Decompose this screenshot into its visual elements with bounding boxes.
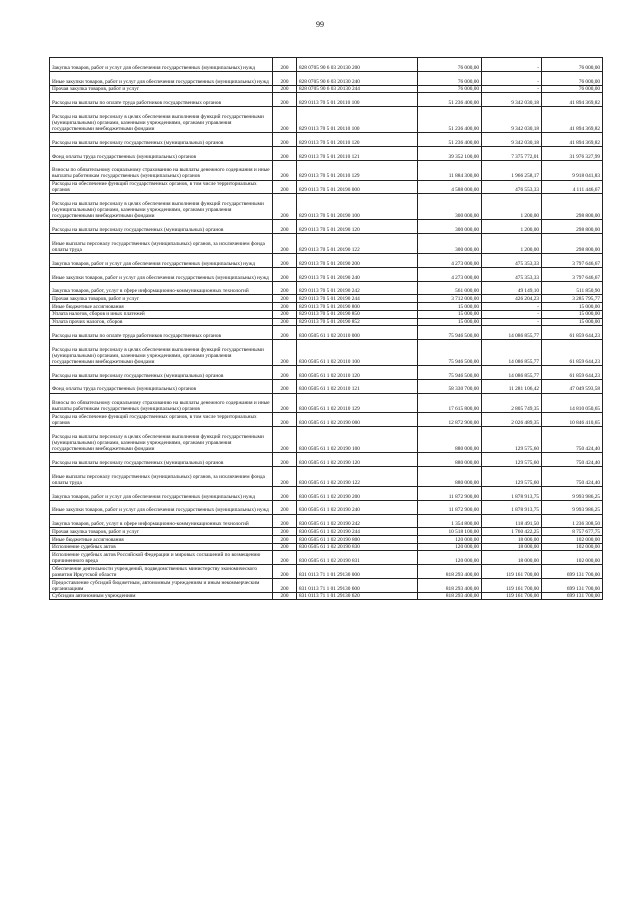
table-row (50, 254, 603, 268)
row-name-cell: Предоставление субсидий бюджетным, автономным учреждениям и иным некоммерческим организациям (50, 579, 273, 593)
row-remainder-cell: 102 000,00 (542, 536, 603, 544)
row-classification-code-cell: 829 0113 70 5 01 20190 122 (297, 234, 418, 254)
row-executed-amount-cell: 475 353,33 (482, 267, 542, 281)
row-classification-code-cell: 829 0113 70 5 01 20190 244 (297, 295, 418, 303)
row-name-cell: Закупка товаров, работ и услуг для обеспечения государственных (муниципальных) нужд (50, 58, 273, 72)
row-classification-code-cell: 829 0113 70 5 01 20110 100 (297, 93, 418, 107)
row-executed-amount-cell: 476 553,33 (482, 180, 542, 194)
row-executed-amount-cell: 119 161 700,00 (482, 565, 542, 579)
row-name-cell: Иные выплаты персоналу государственных (муниципальных) органов, за исключением фонда оплаты труда (50, 467, 273, 487)
table-row (50, 579, 603, 593)
row-executed-amount-cell: 14 086 855,77 (482, 365, 542, 379)
row-approved-amount-cell: 10 518 100,00 (418, 528, 482, 536)
table-row (50, 486, 603, 500)
row-name-cell: Закупка товаров, работ и услуг для обеспечения государственных (муниципальных) нужд (50, 486, 273, 500)
row-approved-amount-cell: 75 946 500,00 (418, 365, 482, 379)
table-row (50, 339, 603, 365)
row-executed-amount-cell: 1 200,00 (482, 220, 542, 234)
row-code-cell: 200 (273, 180, 297, 194)
table-row (50, 180, 603, 194)
row-name-cell: Расходы на выплаты персоналу в целях обеспечения выполнения функций государственными (муниципальными) органами, казенными учреждениями, органами управления государственными внебюджетными фондами (50, 339, 273, 365)
row-name-cell: Расходы на обеспечение функций государственных органов, в том числе территориальных органов (50, 413, 273, 427)
row-approved-amount-cell: 51 236 400,00 (418, 107, 482, 133)
row-code-cell: 200 (273, 379, 297, 393)
row-executed-amount-cell: 2 026 489,35 (482, 413, 542, 427)
table-row (50, 514, 603, 528)
row-code-cell: 200 (273, 295, 297, 303)
row-code-cell: 200 (273, 536, 297, 544)
table-row (50, 379, 603, 393)
row-classification-code-cell: 830 0505 61 1 02 20190 100 (297, 427, 418, 453)
row-name-cell: Расходы на выплаты персоналу в целях обеспечения выполнения функций государственными (муниципальными) органами, казенными учреждениями, органами управления государственными внебюджетными фондами (50, 427, 273, 453)
row-executed-amount-cell: 14 086 855,77 (482, 339, 542, 365)
row-remainder-cell: 102 000,00 (542, 543, 603, 551)
row-executed-amount-cell: - (482, 318, 542, 326)
row-classification-code-cell: 830 0505 61 1 02 20190 830 (297, 543, 418, 551)
row-name-cell: Исполнение судебных актов Российской Федерации и мировых соглашений по возмещению причиненного вреда (50, 551, 273, 565)
page-number: 99 (316, 20, 324, 29)
row-name-cell: Иные закупки товаров, работ и услуг для обеспечения государственных (муниципальных) нужд (50, 500, 273, 514)
table-row (50, 303, 603, 311)
row-code-cell: 200 (273, 71, 297, 85)
row-approved-amount-cell: 11 884 300,00 (418, 160, 482, 180)
row-classification-code-cell: 830 0505 61 1 02 20190 831 (297, 551, 418, 565)
row-classification-code-cell: 828 0705 90 6 03 20130 240 (297, 71, 418, 85)
table-row (50, 146, 603, 160)
row-code-cell: 200 (273, 427, 297, 453)
row-code-cell: 200 (273, 318, 297, 326)
row-executed-amount-cell: 18 000,00 (482, 536, 542, 544)
row-approved-amount-cell: 11 872 900,00 (418, 500, 482, 514)
row-approved-amount-cell: 75 946 500,00 (418, 326, 482, 340)
table-row (50, 326, 603, 340)
row-code-cell: 200 (273, 234, 297, 254)
row-executed-amount-cell: 11 281 106,42 (482, 379, 542, 393)
row-name-cell: Расходы на выплаты персоналу в целях обеспечения выполнения функций государственными (муниципальными) органами, казенными учреждениями, органами управления государственными внебюджетными фондами (50, 194, 273, 220)
row-remainder-cell: 750 424,40 (542, 467, 603, 487)
table-row (50, 85, 603, 93)
row-approved-amount-cell: 4 273 000,00 (418, 254, 482, 268)
row-remainder-cell: 41 894 369,82 (542, 107, 603, 133)
table-row (50, 427, 603, 453)
row-executed-amount-cell: - (482, 71, 542, 85)
row-name-cell: Расходы на выплаты персоналу государственных (муниципальных) органов (50, 453, 273, 467)
row-classification-code-cell: 829 0113 70 5 01 20190 200 (297, 254, 418, 268)
row-classification-code-cell: 830 0505 61 1 02 20190 240 (297, 500, 418, 514)
table-body (50, 58, 603, 600)
row-name-cell: Прочая закупка товаров, работ и услуг (50, 528, 273, 536)
row-approved-amount-cell: 15 000,00 (418, 310, 482, 318)
row-approved-amount-cell: 76 000,00 (418, 85, 482, 93)
row-name-cell: Фонд оплаты труда государственных (муниципальных) органов (50, 379, 273, 393)
row-remainder-cell: 15 000,00 (542, 318, 603, 326)
row-executed-amount-cell: 9 342 030,18 (482, 107, 542, 133)
budget-execution-table (49, 57, 603, 600)
row-remainder-cell: 3 797 646,67 (542, 254, 603, 268)
row-name-cell: Закупка товаров, работ, услуг в сфере информационно-коммуникационных технологий (50, 281, 273, 295)
row-remainder-cell: 1 236 308,50 (542, 514, 603, 528)
row-approved-amount-cell: 51 236 400,00 (418, 133, 482, 147)
row-classification-code-cell: 830 0505 61 1 02 20190 122 (297, 467, 418, 487)
row-executed-amount-cell: 14 086 855,77 (482, 326, 542, 340)
row-approved-amount-cell: 818 293 400,00 (418, 592, 482, 600)
row-remainder-cell: 10 846 410,65 (542, 413, 603, 427)
row-classification-code-cell: 830 0505 61 1 02 20190 244 (297, 528, 418, 536)
row-remainder-cell: 4 111 446,67 (542, 180, 603, 194)
row-code-cell: 200 (273, 281, 297, 295)
row-approved-amount-cell: 120 000,00 (418, 551, 482, 565)
table-row (50, 413, 603, 427)
row-executed-amount-cell: 1 966 258,17 (482, 160, 542, 180)
row-remainder-cell: 76 000,00 (542, 58, 603, 72)
table-row (50, 365, 603, 379)
row-classification-code-cell: 828 0705 90 6 03 20130 200 (297, 58, 418, 72)
row-code-cell: 200 (273, 393, 297, 413)
row-approved-amount-cell: 3 712 000,00 (418, 295, 482, 303)
row-name-cell: Иные выплаты персоналу государственных (муниципальных) органов, за исключением фонда оплаты труда (50, 234, 273, 254)
table-row (50, 93, 603, 107)
row-remainder-cell: 61 859 644,23 (542, 326, 603, 340)
row-name-cell: Уплата налогов, сборов и иных платежей (50, 310, 273, 318)
row-approved-amount-cell: 880 000,00 (418, 467, 482, 487)
table-row (50, 295, 603, 303)
row-name-cell: Закупка товаров, работ и услуг для обеспечения государственных (муниципальных) нужд (50, 254, 273, 268)
row-code-cell: 200 (273, 146, 297, 160)
row-executed-amount-cell: 129 575,60 (482, 427, 542, 453)
row-remainder-cell: 699 131 700,00 (542, 565, 603, 579)
row-name-cell: Обеспечение деятельности учреждений, подведомственных министерству экономического развития Иркутской области (50, 565, 273, 579)
row-remainder-cell: 9 993 986,25 (542, 500, 603, 514)
row-classification-code-cell: 830 0505 61 1 02 20110 100 (297, 339, 418, 365)
row-classification-code-cell: 828 0705 90 6 03 20130 244 (297, 85, 418, 93)
row-code-cell: 200 (273, 543, 297, 551)
row-classification-code-cell: 829 0113 70 5 01 20190 000 (297, 180, 418, 194)
row-approved-amount-cell: 880 000,00 (418, 453, 482, 467)
row-remainder-cell: 750 424,40 (542, 453, 603, 467)
row-remainder-cell: 76 000,00 (542, 71, 603, 85)
row-executed-amount-cell: 1 878 913,75 (482, 486, 542, 500)
row-code-cell: 200 (273, 413, 297, 427)
row-remainder-cell: 41 894 369,82 (542, 133, 603, 147)
table-row (50, 310, 603, 318)
row-remainder-cell: 298 800,00 (542, 220, 603, 234)
row-approved-amount-cell: 75 946 500,00 (418, 339, 482, 365)
row-classification-code-cell: 829 0113 70 5 01 20190 242 (297, 281, 418, 295)
row-remainder-cell: 298 800,00 (542, 194, 603, 220)
row-classification-code-cell: 830 0505 61 1 02 20190 242 (297, 514, 418, 528)
row-name-cell: Прочая закупка товаров, работ и услуг (50, 85, 273, 93)
row-code-cell: 200 (273, 310, 297, 318)
row-approved-amount-cell: 818 293 400,00 (418, 565, 482, 579)
row-code-cell: 200 (273, 565, 297, 579)
row-name-cell: Расходы на обеспечение функций государственных органов, в том числе территориальных органов (50, 180, 273, 194)
row-remainder-cell: 3 285 795,77 (542, 295, 603, 303)
row-classification-code-cell: 829 0113 70 5 01 20190 850 (297, 310, 418, 318)
row-classification-code-cell: 829 0113 70 5 01 20110 121 (297, 146, 418, 160)
row-name-cell: Прочая закупка товаров, работ и услуг (50, 295, 273, 303)
row-code-cell: 200 (273, 453, 297, 467)
row-remainder-cell: 9 993 986,25 (542, 486, 603, 500)
row-name-cell: Иные бюджетные ассигнования (50, 536, 273, 544)
table-row (50, 267, 603, 281)
row-approved-amount-cell: 300 000,00 (418, 220, 482, 234)
row-name-cell: Иные бюджетные ассигнования (50, 303, 273, 311)
row-remainder-cell: 14 810 050,65 (542, 393, 603, 413)
row-classification-code-cell: 830 0505 61 1 02 20190 200 (297, 486, 418, 500)
row-name-cell: Фонд оплаты труда государственных (муниципальных) органов (50, 146, 273, 160)
table-row (50, 58, 603, 72)
row-approved-amount-cell: 561 000,00 (418, 281, 482, 295)
row-classification-code-cell: 831 0113 71 1 01 29130 600 (297, 579, 418, 593)
row-classification-code-cell: 831 0113 71 1 01 29130 620 (297, 592, 418, 600)
row-code-cell: 200 (273, 267, 297, 281)
row-classification-code-cell: 831 0113 71 1 01 29130 000 (297, 565, 418, 579)
row-remainder-cell: 61 859 644,23 (542, 365, 603, 379)
table-row (50, 592, 603, 600)
table-row (50, 393, 603, 413)
row-executed-amount-cell: 9 342 030,18 (482, 93, 542, 107)
row-approved-amount-cell: 880 000,00 (418, 427, 482, 453)
table-row (50, 528, 603, 536)
row-remainder-cell: 3 797 646,67 (542, 267, 603, 281)
row-code-cell: 200 (273, 93, 297, 107)
row-remainder-cell: 15 000,00 (542, 310, 603, 318)
row-name-cell: Расходы на выплаты персоналу в целях обеспечения выполнения функций государственными (муниципальными) органами, казенными учреждениями, органами управления государственными внебюджетными фондами (50, 107, 273, 133)
row-executed-amount-cell: 2 805 749,35 (482, 393, 542, 413)
table-row (50, 107, 603, 133)
row-executed-amount-cell: 119 161 700,00 (482, 579, 542, 593)
row-executed-amount-cell: 426 204,23 (482, 295, 542, 303)
row-name-cell: Расходы на выплаты по оплате труда работников государственных органов (50, 326, 273, 340)
row-name-cell: Уплата прочих налогов, сборов (50, 318, 273, 326)
row-remainder-cell: 298 800,00 (542, 234, 603, 254)
row-approved-amount-cell: 4 588 000,00 (418, 180, 482, 194)
row-executed-amount-cell: 1 200,00 (482, 194, 542, 220)
row-remainder-cell: 9 918 041,83 (542, 160, 603, 180)
row-executed-amount-cell: 49 149,10 (482, 281, 542, 295)
row-executed-amount-cell: - (482, 85, 542, 93)
row-code-cell: 200 (273, 592, 297, 600)
row-name-cell: Взносы по обязательному социальному страхованию на выплаты денежного содержания и иные выплаты работникам государственных (муниципальных) органов (50, 393, 273, 413)
row-executed-amount-cell: 18 000,00 (482, 551, 542, 565)
row-code-cell: 200 (273, 514, 297, 528)
table-row (50, 234, 603, 254)
table-row (50, 543, 603, 551)
row-remainder-cell: 511 850,90 (542, 281, 603, 295)
row-executed-amount-cell: 1 760 422,25 (482, 528, 542, 536)
row-remainder-cell: 41 894 369,82 (542, 93, 603, 107)
row-name-cell: Расходы на выплаты персоналу государственных (муниципальных) органов (50, 220, 273, 234)
row-approved-amount-cell: 17 615 800,00 (418, 393, 482, 413)
row-code-cell: 200 (273, 579, 297, 593)
row-code-cell: 200 (273, 58, 297, 72)
row-classification-code-cell: 829 0113 70 5 01 20190 852 (297, 318, 418, 326)
row-remainder-cell: 61 859 644,23 (542, 339, 603, 365)
row-approved-amount-cell: 818 293 400,00 (418, 579, 482, 593)
row-executed-amount-cell: 118 491,50 (482, 514, 542, 528)
row-classification-code-cell: 830 0505 61 1 02 20190 000 (297, 413, 418, 427)
row-classification-code-cell: 830 0505 61 1 02 20110 120 (297, 365, 418, 379)
row-executed-amount-cell: 7 375 772,01 (482, 146, 542, 160)
table-row (50, 160, 603, 180)
table-row (50, 71, 603, 85)
row-approved-amount-cell: 39 352 100,00 (418, 146, 482, 160)
row-remainder-cell: 15 000,00 (542, 303, 603, 311)
row-code-cell: 200 (273, 303, 297, 311)
row-name-cell: Взносы по обязательному социальному страхованию на выплаты денежного содержания и иные выплаты работникам государственных (муниципальных) органов (50, 160, 273, 180)
table-row (50, 220, 603, 234)
row-approved-amount-cell: 15 000,00 (418, 318, 482, 326)
row-name-cell: Закупка товаров, работ, услуг в сфере информационно-коммуникационных технологий (50, 514, 273, 528)
row-code-cell: 200 (273, 160, 297, 180)
row-approved-amount-cell: 15 000,00 (418, 303, 482, 311)
row-classification-code-cell: 830 0505 61 1 02 20110 000 (297, 326, 418, 340)
row-executed-amount-cell: 9 342 030,18 (482, 133, 542, 147)
row-code-cell: 200 (273, 194, 297, 220)
row-remainder-cell: 47 049 593,58 (542, 379, 603, 393)
row-remainder-cell: 699 131 700,00 (542, 579, 603, 593)
row-name-cell: Исполнение судебных актов (50, 543, 273, 551)
row-code-cell: 200 (273, 220, 297, 234)
row-remainder-cell: 750 424,40 (542, 427, 603, 453)
row-approved-amount-cell: 1 354 800,00 (418, 514, 482, 528)
row-code-cell: 200 (273, 486, 297, 500)
row-approved-amount-cell: 300 000,00 (418, 234, 482, 254)
table-row (50, 500, 603, 514)
row-approved-amount-cell: 120 000,00 (418, 543, 482, 551)
row-code-cell: 200 (273, 326, 297, 340)
row-classification-code-cell: 829 0113 70 5 01 20110 100 (297, 107, 418, 133)
row-classification-code-cell: 830 0505 61 1 02 20110 121 (297, 379, 418, 393)
row-name-cell: Иные закупки товаров, работ и услуг для обеспечения государственных (муниципальных) нужд (50, 267, 273, 281)
table-row (50, 565, 603, 579)
table-row (50, 551, 603, 565)
row-classification-code-cell: 829 0113 70 5 01 20190 240 (297, 267, 418, 281)
row-executed-amount-cell: 129 575,60 (482, 467, 542, 487)
row-approved-amount-cell: 120 000,00 (418, 536, 482, 544)
row-executed-amount-cell: - (482, 310, 542, 318)
table-row (50, 318, 603, 326)
row-executed-amount-cell: 1 200,00 (482, 234, 542, 254)
row-classification-code-cell: 829 0113 70 5 01 20190 800 (297, 303, 418, 311)
table-row (50, 467, 603, 487)
table-row (50, 536, 603, 544)
row-code-cell: 200 (273, 107, 297, 133)
row-code-cell: 200 (273, 339, 297, 365)
row-classification-code-cell: 830 0505 61 1 02 20190 120 (297, 453, 418, 467)
row-executed-amount-cell: 18 000,00 (482, 543, 542, 551)
row-remainder-cell: 31 976 327,99 (542, 146, 603, 160)
row-name-cell: Расходы на выплаты персоналу государственных (муниципальных) органов (50, 133, 273, 147)
table-row (50, 453, 603, 467)
row-code-cell: 200 (273, 551, 297, 565)
row-remainder-cell: 699 131 700,00 (542, 592, 603, 600)
row-executed-amount-cell: 119 161 700,00 (482, 592, 542, 600)
row-approved-amount-cell: 4 273 000,00 (418, 267, 482, 281)
row-classification-code-cell: 830 0505 61 1 02 20110 129 (297, 393, 418, 413)
row-approved-amount-cell: 11 872 900,00 (418, 486, 482, 500)
row-classification-code-cell: 829 0113 70 5 01 20190 100 (297, 194, 418, 220)
row-name-cell: Расходы на выплаты персоналу государственных (муниципальных) органов (50, 365, 273, 379)
row-approved-amount-cell: 76 000,00 (418, 58, 482, 72)
row-executed-amount-cell: - (482, 303, 542, 311)
row-code-cell: 200 (273, 133, 297, 147)
row-classification-code-cell: 829 0113 70 5 01 20110 129 (297, 160, 418, 180)
row-remainder-cell: 8 757 677,75 (542, 528, 603, 536)
table-row (50, 281, 603, 295)
row-code-cell: 200 (273, 365, 297, 379)
table-row (50, 194, 603, 220)
row-classification-code-cell: 829 0113 70 5 01 20190 120 (297, 220, 418, 234)
row-code-cell: 200 (273, 467, 297, 487)
row-executed-amount-cell: 475 353,33 (482, 254, 542, 268)
row-code-cell: 200 (273, 500, 297, 514)
row-approved-amount-cell: 58 330 700,00 (418, 379, 482, 393)
row-approved-amount-cell: 300 000,00 (418, 194, 482, 220)
row-code-cell: 200 (273, 528, 297, 536)
row-classification-code-cell: 829 0113 70 5 01 20110 120 (297, 133, 418, 147)
row-executed-amount-cell: 129 575,60 (482, 453, 542, 467)
row-remainder-cell: 76 000,00 (542, 85, 603, 93)
row-name-cell: Субсидии автономным учреждениям (50, 592, 273, 600)
row-name-cell: Иные закупки товаров, работ и услуг для обеспечения государственных (муниципальных) нужд (50, 71, 273, 85)
row-classification-code-cell: 830 0505 61 1 02 20190 800 (297, 536, 418, 544)
row-remainder-cell: 102 000,00 (542, 551, 603, 565)
row-approved-amount-cell: 76 000,00 (418, 71, 482, 85)
row-name-cell: Расходы на выплаты по оплате труда работников государственных органов (50, 93, 273, 107)
row-approved-amount-cell: 12 872 900,00 (418, 413, 482, 427)
row-executed-amount-cell: - (482, 58, 542, 72)
table-row (50, 133, 603, 147)
row-code-cell: 200 (273, 254, 297, 268)
row-code-cell: 200 (273, 85, 297, 93)
row-executed-amount-cell: 1 878 913,75 (482, 500, 542, 514)
row-approved-amount-cell: 51 236 400,00 (418, 93, 482, 107)
